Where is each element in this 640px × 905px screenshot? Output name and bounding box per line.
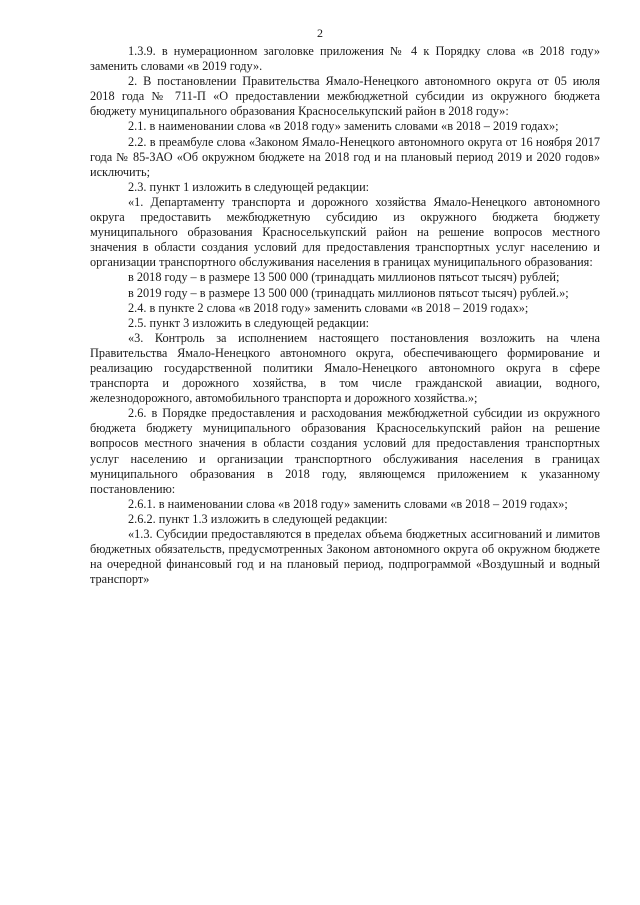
paragraph-1-3-9: 1.3.9. в нумерационном заголовке приложения № 4 к Порядку слова «в 2018 году» заменить словами «в 2019 году».: [90, 44, 600, 74]
paragraph-2-2: 2.2. в преамбуле слова «Законом Ямало-Ненецкого автономного округа от 16 ноября 2017 года № 85-ЗАО «Об окружном бюджете на 2018 год и на плановый период 2019 и 2020 годов» исключить;: [90, 134, 600, 179]
document-body: [90, 44, 600, 587]
paragraph-2-1: 2.1. в наименовании слова «в 2018 году» заменить словами «в 2018 – 2019 годах»;: [128, 119, 559, 134]
paragraph-2-4: 2.4. в пункте 2 слова «в 2018 году» заменить словами «в 2018 – 2019 годах»;: [128, 300, 529, 315]
paragraph-2-3: 2.3. пункт 1 изложить в следующей редакции:: [128, 179, 370, 194]
quoted-clause-1: «1. Департаменту транспорта и дорожного хозяйства Ямало-Ненецкого автономного округа предоставить межбюджетную субсидию из окружного бюджета бюджету муниципального образования Красноселькупский район на решение вопросов местного значения в области создания условий для предоставления транспортных услуг населению и организации транспортного обслуживания населения в границах муниципального образования:: [90, 194, 600, 270]
quoted-clause-3: «3. Контроль за исполнением настоящего постановления возложить на члена Правительства Ямало-Ненецкого автономного округа, обеспечивающего формирование и реализацию государственной политики Ямало-Ненецкого автономного округа в сфере транспорта и дорожного хозяйства, в том числе гражданской авиации, водного, железнодорожного, автомобильного транспорта и дорожного хозяйства.»;: [90, 330, 600, 406]
amount-2018: в 2018 году – в размере 13 500 000 (тринадцать миллионов пятьсот тысяч) рублей;: [128, 270, 560, 285]
paragraph-2-6: 2.6. в Порядке предоставления и расходования межбюджетной субсидии из окружного бюджета бюджету муниципального образования Красноселькупский район на решение вопросов местного значения в области создания условий для предоставления транспортных услуг населению и организации транспортного обслуживания населения в границах муниципального образования в 2018 году, являющемся приложением к указанному постановлению:: [90, 406, 600, 496]
paragraph-2-6-1: 2.6.1. в наименовании слова «в 2018 году» заменить словами «в 2018 – 2019 годах»;: [128, 496, 568, 511]
amount-2019: в 2019 году – в размере 13 500 000 (тринадцать миллионов пятьсот тысяч) рублей.»;: [128, 285, 569, 300]
paragraph-2: 2. В постановлении Правительства Ямало-Ненецкого автономного округа от 05 июля 2018 года № 711-П «О предоставлении межбюджетной субсидии из окружного бюджета бюджету муниципального образования Красноселькупский район в 2018 году»:: [90, 74, 600, 119]
paragraph-2-6-2: 2.6.2. пункт 1.3 изложить в следующей редакции:: [128, 511, 388, 526]
page-number: 2: [317, 26, 323, 40]
paragraph-2-5: 2.5. пункт 3 изложить в следующей редакции:: [128, 315, 370, 330]
quoted-clause-1-3: «1.3. Субсидии предоставляются в пределах объема бюджетных ассигнований и лимитов бюджетных обязательств, предусмотренных Законом автономного округа об окружном бюджете на очередной финансовый год и на плановый период, подпрограммой «Воздушный и водный транспорт»: [90, 527, 600, 587]
